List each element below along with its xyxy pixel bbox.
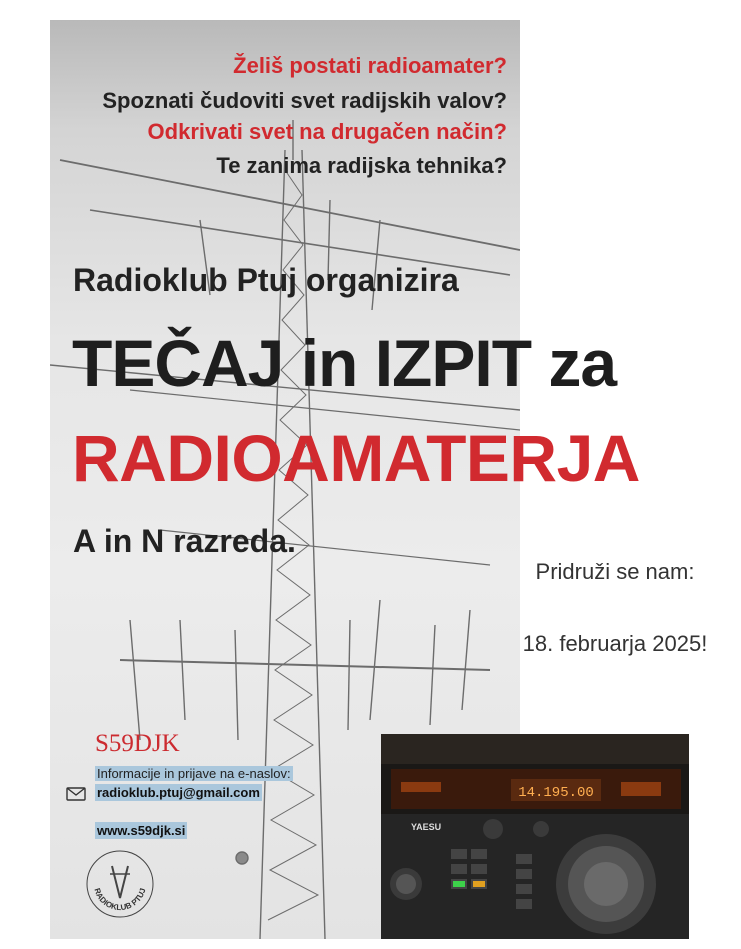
organizer-text: Radioklub Ptuj organizira — [73, 262, 459, 298]
email-link[interactable]: radioklub.ptuj@gmail.com — [97, 785, 260, 800]
join-text: Pridruži se nam: — [535, 559, 695, 584]
callsign: S59DJK — [95, 730, 180, 757]
question-1: Želiš postati radioamater? — [233, 53, 507, 78]
radioklub-logo — [84, 848, 156, 920]
headline-line-1: TEČAJ in IZPIT za — [72, 326, 617, 400]
question-4: Te zanima radijska tehnika? — [216, 153, 507, 178]
transceiver-photo — [381, 734, 689, 939]
envelope-icon — [66, 787, 86, 801]
question-2: Spoznati čudoviti svet radijskih valov? — [102, 88, 507, 113]
website-link[interactable]: www.s59djk.si — [97, 823, 186, 838]
headline-line-2: RADIOAMATERJA — [72, 421, 640, 495]
license-classes: A in N razreda. — [73, 523, 296, 559]
svg-text:14.195.00: 14.195.00 — [518, 785, 594, 801]
question-3: Odkrivati svet na drugačen način? — [147, 119, 507, 144]
info-label: Informacije in prijave na e-naslov: — [97, 766, 291, 781]
svg-text:YAESU: YAESU — [411, 822, 442, 832]
join-date: 18. februarja 2025! — [522, 631, 708, 656]
svg-text:RADIOKLUB PTUJ: RADIOKLUB PTUJ — [92, 887, 148, 913]
